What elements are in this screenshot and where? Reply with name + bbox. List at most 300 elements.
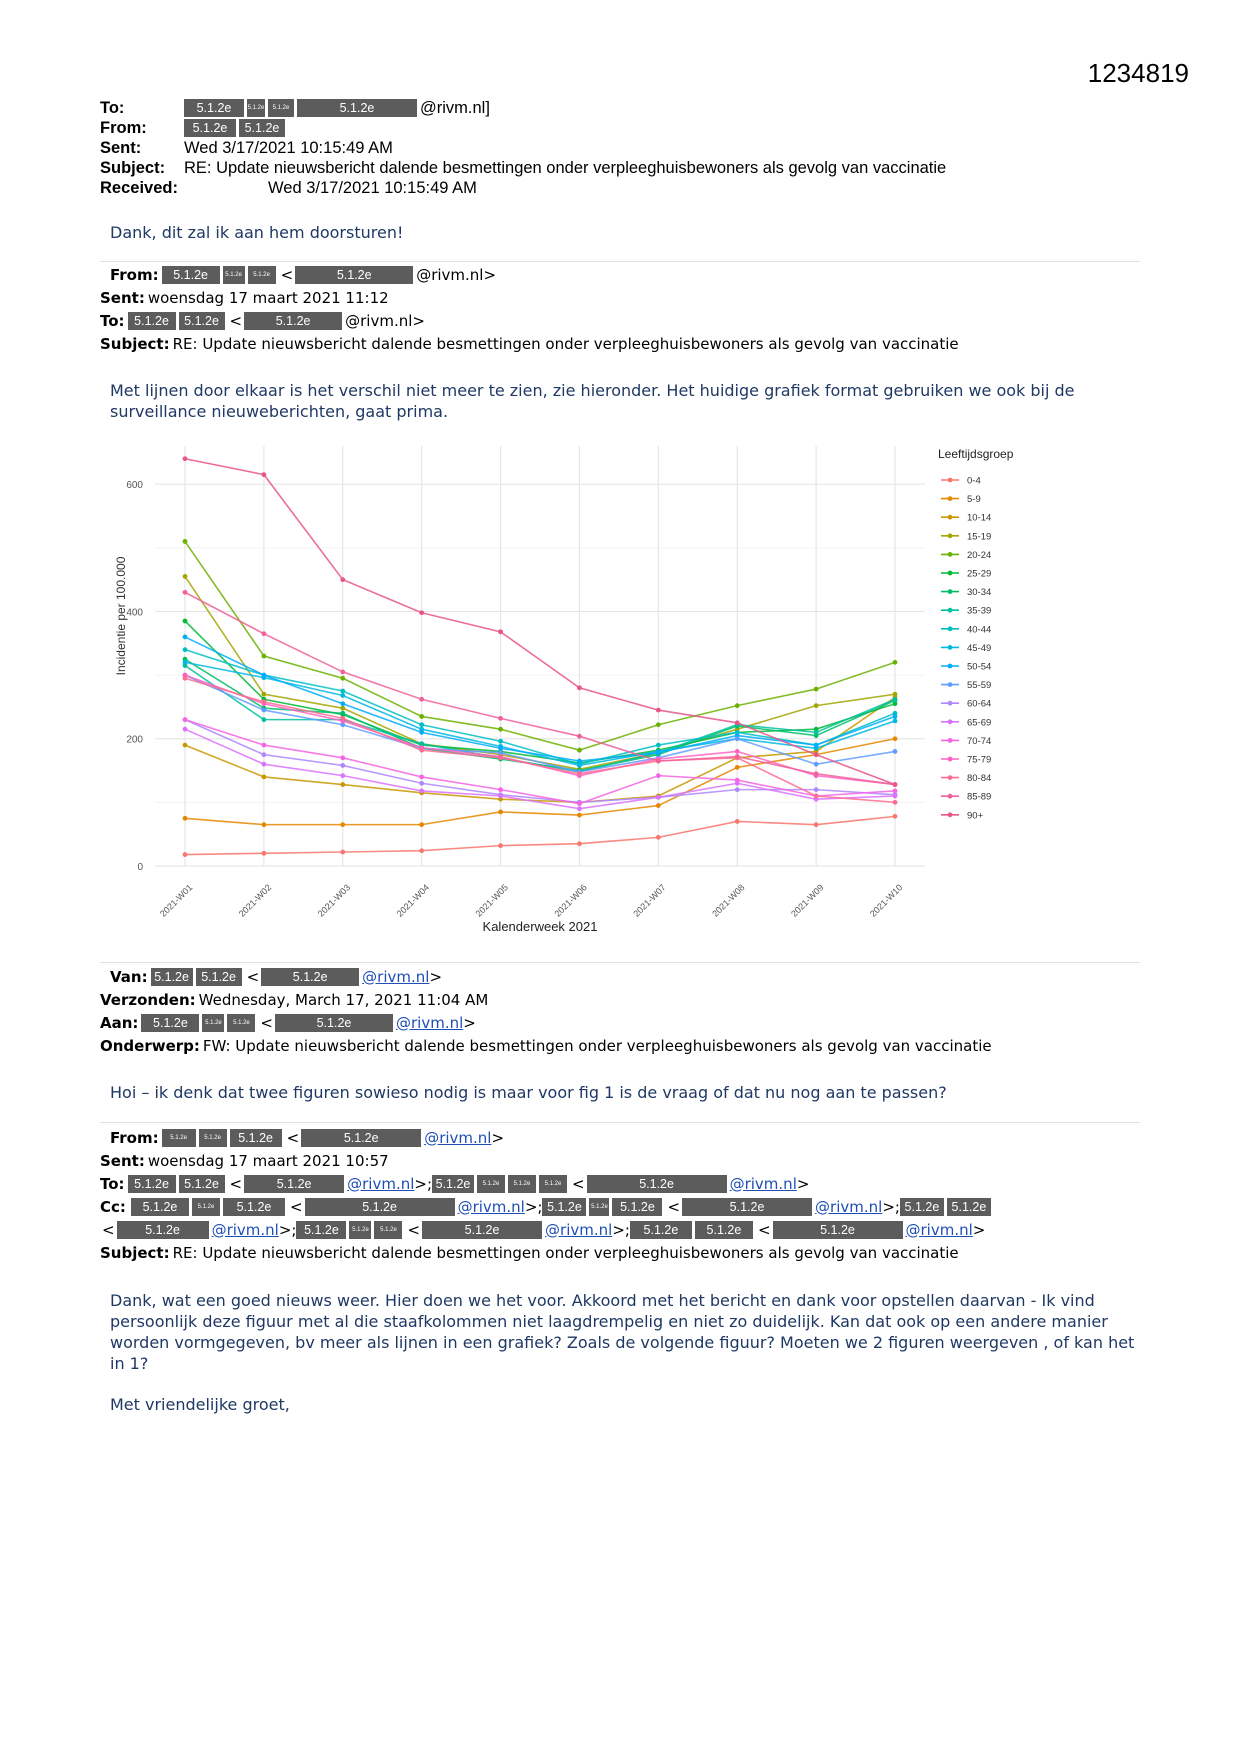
legend-item [941,476,981,487]
series-0-4 [183,814,898,857]
data-point [340,716,345,721]
subject-value: RE: Update nieuwsbericht dalende besmettingen onder verpleeghuisbewoners als gevolg van vaccinatie [172,1243,959,1262]
cc-row: Cc: 5.1.2e 5.1.2e 5.1.2e < 5.1.2e @rivm.nl >; 5.1.2e 5.1.2e 5.1.2e < 5.1.2e @rivm.nl >; 5.1.2e 5.1.2e [100,1195,994,1218]
data-point [261,654,266,659]
redaction: 5.1.2e [192,1198,220,1216]
data-point [577,759,582,764]
legend-item [941,624,991,635]
data-point [183,635,188,640]
data-point [814,762,819,767]
cc-address-link[interactable]: @rivm.nl [211,1220,279,1239]
sent-row [100,138,946,158]
separator [100,962,1140,963]
data-point [656,722,661,727]
x-tick-label: 2021-W06 [552,882,589,919]
data-point [183,456,188,461]
separator [100,1122,1140,1123]
to-address: @rivm.nl> [345,311,425,330]
redaction: 5.1.2e [301,1129,421,1147]
data-point [498,787,503,792]
data-point [419,722,424,727]
data-point [261,717,266,722]
cc-address-link[interactable]: @rivm.nl [457,1197,525,1216]
van-label: Van: [110,967,148,986]
data-point [656,750,661,755]
received-label: Received: [100,178,178,197]
data-point [183,574,188,579]
legend-title: Leeftijdsgroep [938,447,1014,461]
cc-address-link[interactable]: @rivm.nl [815,1197,883,1216]
onderwerp-value: FW: Update nieuwsbericht dalende besmettingen onder verpleeghuisbewoners als gevolg van vaccinatie [202,1036,992,1055]
data-point [498,755,503,760]
data-point [183,647,188,652]
redaction: 5.1.2e [508,1175,536,1193]
redaction: 5.1.2e [223,1198,285,1216]
data-point [183,727,188,732]
from-label: From: [110,1128,159,1147]
data-point [577,801,582,806]
data-point [261,692,266,697]
data-point [340,755,345,760]
redaction: 5.1.2e [199,1129,227,1147]
data-point [419,610,424,615]
redaction: 5.1.2e [539,1175,567,1193]
subject-row [100,1241,994,1264]
legend-label: 80-84 [967,773,992,785]
data-point [261,851,266,856]
subject-value: RE: Update nieuwsbericht dalende besmettingen onder verpleeghuisbewoners als gevolg van vaccinatie [172,334,959,353]
redaction: 5.1.2e [202,1014,224,1032]
sent-label: Sent: [100,138,142,157]
redaction: 5.1.2e [184,119,236,137]
from-address: @rivm.nl> [416,265,497,284]
message-body-4: Dank, wat een goed nieuws weer. Hier doen we het voor. Akkoord met het bericht en dank voor opstellen daarvan - Ik vind persoonlijk deze figuur met al die staafkolommen niet laagdrempelig en niet zo duidelijk. Kan dat ook op een andere manier worden vormgegeven, bv meer als lijnen in een grafiek? Zoals de volgende figuur? Moeten we 2 figuren weergeven , of kan het in 1? [110,1291,1135,1373]
series-line [185,459,895,785]
redaction: 5.1.2e [179,1175,225,1193]
from-row: From: 5.1.2e 5.1.2e 5.1.2e < 5.1.2e @rivm.nl> [110,265,497,284]
data-point [340,701,345,706]
legend-swatch-point [948,719,953,724]
data-point [261,673,266,678]
to-label: To: [100,311,125,330]
from-row [100,118,946,138]
x-tick-label: 2021-W08 [710,882,747,919]
data-point [419,748,424,753]
data-point [656,708,661,713]
data-point [498,810,503,815]
legend-label: 60-64 [967,698,992,710]
data-point [261,743,266,748]
data-point [340,763,345,768]
subject-label: Subject: [100,158,166,177]
data-point [498,739,503,744]
to-address-link[interactable]: @rivm.nl [347,1174,415,1193]
data-point [419,697,424,702]
separator [100,261,1140,262]
email-header-2 [100,263,959,355]
legend-swatch-point [948,589,953,594]
y-axis-ticks [126,480,143,873]
data-point [814,752,819,757]
legend-item [941,810,984,821]
sent-value: woensdag 17 maart 2021 11:12 [147,288,389,307]
legend-item [941,569,991,580]
redaction: 5.1.2e [695,1221,753,1239]
data-point [735,720,740,725]
redaction: 5.1.2e [295,266,413,284]
legend-swatch-point [948,757,953,762]
to-row: To: 5.1.2e 5.1.2e < 5.1.2e @rivm.nl> [100,311,425,330]
data-point [261,822,266,827]
data-point [577,685,582,690]
series-line [185,739,895,825]
data-point [498,746,503,751]
van-address-link[interactable]: @rivm.nl [362,967,430,986]
legend-label: 25-29 [967,568,992,580]
received-row [100,178,946,198]
verzonden-value: Wednesday, March 17, 2021 11:04 AM [198,990,489,1009]
legend-swatch-point [948,794,953,799]
data-point [735,754,740,759]
legend-swatch-point [948,515,953,520]
legend-item [941,494,981,505]
chart-legend [941,476,991,822]
subject-value: RE: Update nieuwsbericht dalende besmettingen onder verpleeghuisbewoners als gevolg van vaccinatie [184,158,947,177]
redaction: 5.1.2e [900,1198,944,1216]
data-point [340,577,345,582]
sent-value: woensdag 17 maart 2021 10:57 [147,1151,389,1170]
sent-row [100,286,959,309]
data-point [577,748,582,753]
data-point [814,703,819,708]
data-point [893,789,898,794]
message-body-1: Dank, dit zal ik aan hem doorsturen! [110,223,404,242]
redaction: 5.1.2e [261,968,359,986]
legend-swatch-point [948,626,953,631]
data-point [183,816,188,821]
data-point [735,765,740,770]
received-value: Wed 3/17/2021 10:15:49 AM [268,178,477,197]
data-point [498,716,503,721]
subject-label: Subject: [100,1243,170,1262]
data-point [498,727,503,732]
y-axis-label: Incidentie per 100.000 [114,556,128,676]
data-point [814,687,819,692]
sent-label: Sent: [100,288,145,307]
cc-row-continued: < 5.1.2e @rivm.nl >; 5.1.2e 5.1.2e 5.1.2e < 5.1.2e @rivm.nl >; 5.1.2e 5.1.2e < 5.1.2e @rivm.nl > [102,1220,986,1239]
subject-label: Subject: [100,334,170,353]
redaction: 5.1.2e [296,1221,346,1239]
data-point [419,789,424,794]
data-point [419,822,424,827]
data-point [893,692,898,697]
redaction: 5.1.2e [297,99,417,117]
data-point [814,771,819,776]
data-point [893,814,898,819]
legend-label: 65-69 [967,717,992,729]
data-point [577,806,582,811]
redaction: 5.1.2e [305,1198,455,1216]
redaction: 5.1.2e [542,1198,586,1216]
data-point [814,822,819,827]
data-point [498,843,503,848]
aan-row: Aan: 5.1.2e 5.1.2e 5.1.2e < 5.1.2e @rivm.nl > [100,1013,476,1032]
data-point [419,714,424,719]
from-label: From: [110,265,159,284]
data-point [656,835,661,840]
legend-swatch-point [948,571,953,576]
to-row [100,98,946,118]
data-point [183,852,188,857]
data-point [261,775,266,780]
cc-address-link[interactable]: @rivm.nl [545,1220,613,1239]
legend-item [941,680,991,691]
x-tick-label: 2021-W09 [789,882,826,919]
redaction: 5.1.2e [128,312,176,330]
email-header-1 [100,98,946,198]
redaction: 5.1.2e [268,99,294,117]
data-point [261,752,266,757]
legend-swatch-point [948,682,953,687]
data-point [183,743,188,748]
data-point [577,763,582,768]
redaction: 5.1.2e [141,1014,199,1032]
y-tick-label: 0 [137,862,143,873]
redaction: 5.1.2e [773,1221,903,1239]
redaction: 5.1.2e [432,1175,474,1193]
data-point [183,717,188,722]
email-header-3 [100,965,992,1057]
sent-label: Sent: [100,1151,145,1170]
data-point [577,813,582,818]
redaction: 5.1.2e [239,119,285,137]
email-header-4 [100,1126,994,1264]
closing-line: Met vriendelijke groet, [110,1395,290,1414]
aan-address-link[interactable]: @rivm.nl [396,1013,464,1032]
to-address-link[interactable]: @rivm.nl [729,1174,797,1193]
redaction: 5.1.2e [587,1175,727,1193]
data-point [893,719,898,724]
data-point [893,782,898,787]
redaction: 5.1.2e [612,1198,662,1216]
redaction: 5.1.2e [244,1175,344,1193]
data-point [419,775,424,780]
data-point [498,629,503,634]
legend-item [941,773,991,784]
data-point [419,848,424,853]
legend-label: 0-4 [967,475,981,487]
redaction: 5.1.2e [244,312,342,330]
redaction: 5.1.2e [196,968,242,986]
legend-swatch-point [948,552,953,557]
legend-item [941,643,991,654]
redaction: 5.1.2e [682,1198,812,1216]
legend-item [941,792,991,803]
legend-swatch-point [948,645,953,650]
redaction: 5.1.2e [162,266,220,284]
data-point [735,778,740,783]
data-point [735,736,740,741]
data-point [814,730,819,735]
legend-label: 20-24 [967,549,992,561]
redaction: 5.1.2e [117,1221,209,1239]
series-line [185,816,895,854]
to-label: To: [100,1174,125,1193]
data-point [656,773,661,778]
data-point [340,670,345,675]
redaction: 5.1.2e [247,99,265,117]
redaction: 5.1.2e [477,1175,505,1193]
data-point [577,841,582,846]
redaction: 5.1.2e [223,266,245,284]
x-tick-label: 2021-W05 [473,882,510,919]
data-point [419,781,424,786]
redaction: 5.1.2e [227,1014,255,1032]
legend-item [941,531,991,542]
data-point [340,773,345,778]
from-label: From: [100,118,147,137]
y-tick-label: 400 [126,607,143,619]
data-point [735,787,740,792]
legend-item [941,717,991,728]
chart-series [183,456,898,857]
data-point [261,472,266,477]
van-row: Van: 5.1.2e 5.1.2e < 5.1.2e @rivm.nl > [110,967,443,986]
redaction: 5.1.2e [184,99,244,117]
legend-label: 45-49 [967,642,992,654]
redaction: 5.1.2e [275,1014,393,1032]
data-point [735,703,740,708]
data-point [893,660,898,665]
legend-item [941,513,991,524]
data-point [261,631,266,636]
legend-swatch-point [948,701,953,706]
series-90+ [183,456,898,787]
data-point [183,660,188,665]
data-point [656,795,661,800]
data-point [340,782,345,787]
data-point [656,743,661,748]
redaction: 5.1.2e [589,1198,609,1216]
legend-swatch-point [948,738,953,743]
to-label: To: [100,98,125,117]
redaction: 5.1.2e [947,1198,991,1216]
subject-row [100,158,946,178]
legend-swatch-point [948,608,953,613]
legend-label: 40-44 [967,624,992,636]
redaction: 5.1.2e [248,266,276,284]
data-point [340,711,345,716]
data-point [183,539,188,544]
subject-row [100,332,959,355]
data-point [893,736,898,741]
redaction: 5.1.2e [230,1129,282,1147]
redaction: 5.1.2e [131,1198,189,1216]
onderwerp-row [100,1034,992,1057]
legend-label: 75-79 [967,754,992,766]
x-tick-label: 2021-W03 [315,882,353,919]
legend-label: 70-74 [967,735,992,747]
data-point [577,771,582,776]
data-point [340,850,345,855]
x-tick-label: 2021-W01 [157,882,195,919]
legend-item [941,699,991,710]
redaction: 5.1.2e [162,1129,196,1147]
redaction: 5.1.2e [374,1221,402,1239]
legend-swatch-point [948,775,953,780]
legend-item [941,587,991,598]
data-point [340,676,345,681]
x-tick-label: 2021-W10 [867,882,905,919]
data-point [419,730,424,735]
data-point [893,749,898,754]
legend-label: 55-59 [967,680,992,692]
sent-value: Wed 3/17/2021 10:15:49 AM [184,138,393,157]
redaction: 5.1.2e [349,1221,371,1239]
data-point [577,734,582,739]
cc-label: Cc: [100,1197,126,1216]
legend-swatch-point [948,496,953,501]
redaction: 5.1.2e [128,1175,176,1193]
x-axis-ticks [158,882,904,918]
data-point [893,697,898,702]
verzonden-label: Verzonden: [100,990,196,1009]
data-point [261,762,266,767]
message-body-2: Met lijnen door elkaar is het verschil niet meer te zien, zie hieronder. Het huidige grafiek format gebruiken we ook bij de surveillance nieuweberichten, gaat prima. [110,381,1075,421]
incidence-line-chart [100,436,1060,936]
data-point [735,749,740,754]
from-row: From: 5.1.2e 5.1.2e 5.1.2e < 5.1.2e @rivm.nl > [110,1128,505,1147]
from-address-link[interactable]: @rivm.nl [424,1128,492,1147]
legend-swatch-point [948,812,953,817]
data-point [893,714,898,719]
data-point [340,693,345,698]
cc-address-link[interactable]: @rivm.nl [905,1220,973,1239]
legend-item [941,755,991,766]
data-point [814,743,819,748]
legend-label: 5-9 [967,494,981,506]
data-point [183,619,188,624]
legend-label: 85-89 [967,791,992,803]
redaction: 5.1.2e [151,968,193,986]
data-point [261,699,266,704]
series-25-29 [183,619,898,766]
legend-swatch-point [948,533,953,538]
onderwerp-label: Onderwerp: [100,1036,200,1055]
data-point [735,819,740,824]
legend-swatch-point [948,478,953,483]
sent-row [100,1149,994,1172]
legend-item [941,736,991,747]
data-point [656,803,661,808]
legend-label: 10-14 [967,512,992,524]
legend-label: 30-34 [967,587,992,599]
data-point [261,708,266,713]
data-point [183,590,188,595]
x-tick-label: 2021-W07 [631,882,668,919]
legend-label: 50-54 [967,661,992,673]
data-point [893,800,898,805]
message-body-3: Hoi – ik denk dat twee figuren sowieso nodig is maar voor fig 1 is de vraag of dat nu nog aan te passen? [110,1083,947,1102]
document-id: 1234819 [1087,58,1189,88]
aan-label: Aan: [100,1013,139,1032]
data-point [340,689,345,694]
data-point [183,676,188,681]
legend-label: 15-19 [967,531,992,543]
data-point [340,706,345,711]
y-tick-label: 200 [126,734,143,746]
x-axis-label: Kalenderweek 2021 [482,919,598,934]
